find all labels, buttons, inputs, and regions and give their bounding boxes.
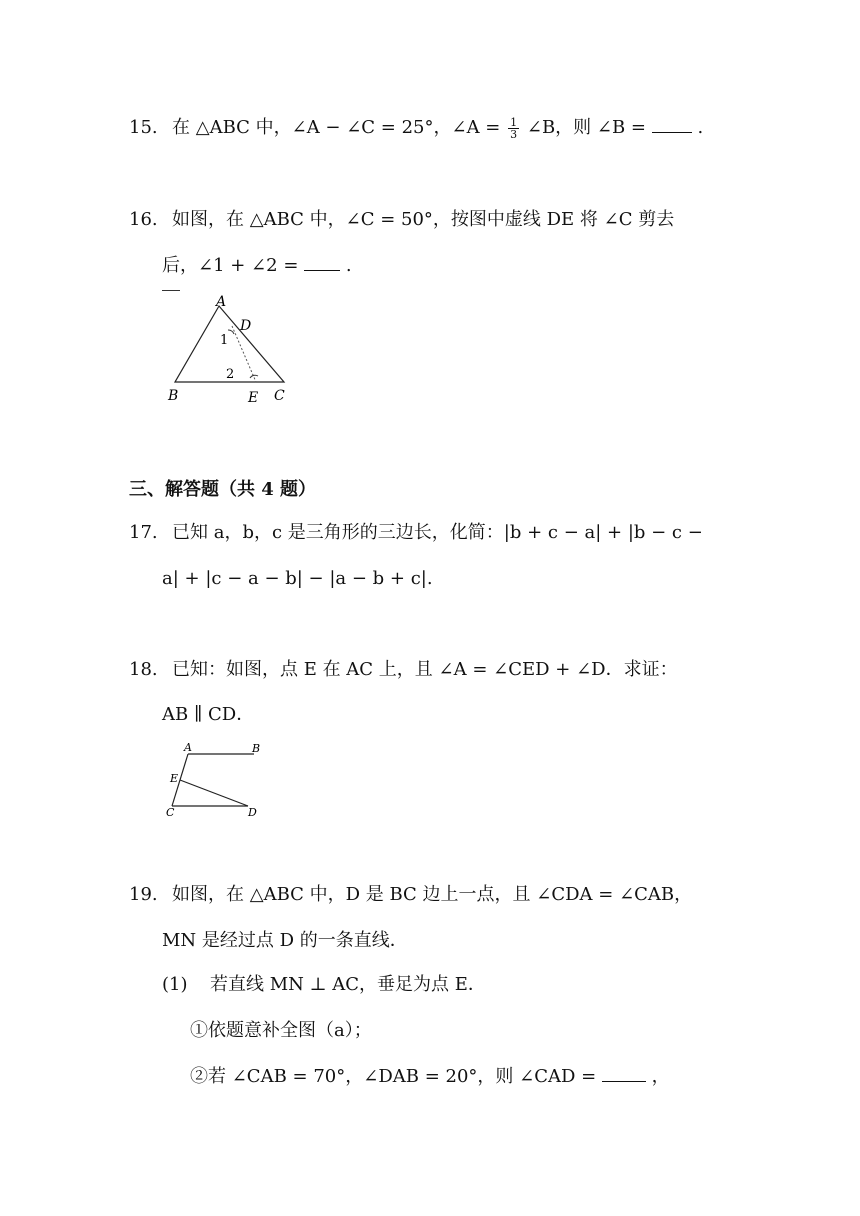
question-16-text-line2-content: 后，∠1 + ∠2 =	[162, 255, 305, 276]
label-D: D	[248, 806, 257, 819]
triangle-figure-q16	[160, 292, 300, 407]
label-E: E	[170, 772, 179, 785]
answer-blank	[652, 131, 692, 133]
question-18-text-line2: AB ∥ CD．	[162, 704, 255, 725]
question-15-number: 15.	[129, 117, 158, 138]
answer-blank	[304, 269, 340, 271]
question-17-number: 17.	[129, 522, 158, 543]
question-16-number: 16.	[129, 209, 158, 230]
label-A: A	[184, 741, 192, 754]
question-19-text-line1: 如图，在 △ABC 中，D 是 BC 边上一点，且 ∠CDA = ∠CAB，	[172, 884, 693, 905]
label-1: 1	[220, 333, 229, 348]
sub-question-text: 若直线 MN ⊥ AC，垂足为点 E．	[210, 974, 486, 995]
fraction-numerator: 1	[510, 115, 518, 129]
question-16-text-line2	[162, 254, 352, 278]
short-rule	[162, 290, 180, 291]
question-15-end: .	[697, 117, 704, 138]
question-17-text-line1: 已知 a，b，c 是三角形的三边长，化简：|b + c − a| + |b − c −	[172, 522, 703, 543]
section-3-title: 三、解答题（共 4 题）	[129, 479, 317, 500]
label-A: A	[216, 294, 227, 310]
question-16-text-line1: 如图，在 △ABC 中，∠C = 50°，按图中虚线 DE 将 ∠C 剪去	[172, 209, 675, 230]
parallel-lines-figure-q18	[160, 740, 270, 820]
label-B: B	[168, 388, 179, 404]
label-C: C	[166, 806, 175, 819]
question-19-number: 19.	[129, 884, 158, 905]
sub-question-label: (1)	[162, 974, 188, 995]
item-2-end: ，	[651, 1066, 670, 1087]
item-2-text	[190, 1065, 670, 1089]
question-15-text-b: ∠B，则 ∠B =	[526, 117, 652, 138]
question-18-text-line1: 已知：如图，点 E 在 AC 上，且 ∠A = ∠CED + ∠D．求证：	[172, 659, 678, 680]
label-C: C	[274, 388, 285, 404]
question-15-text-a: 在 △ABC 中，∠A − ∠C = 25°，∠A =	[172, 117, 501, 138]
item-1-text: ①依题意补全图（a）；	[190, 1020, 372, 1041]
label-E: E	[248, 390, 259, 406]
fraction-denominator: 3	[510, 127, 518, 141]
answer-blank	[602, 1080, 646, 1082]
question-18-number: 18.	[129, 659, 158, 680]
item-2-content: ②若 ∠CAB = 70°，∠DAB = 20°，则 ∠CAD =	[190, 1066, 602, 1087]
label-B: B	[252, 742, 261, 755]
label-D: D	[240, 318, 252, 334]
question-16-end: .	[345, 255, 352, 276]
question-17-text-line2: a| + |c − a − b| − |a − b + c|.	[162, 568, 433, 589]
label-2: 2	[226, 367, 235, 382]
question-15-text	[172, 116, 703, 140]
fraction-one-third	[508, 117, 519, 140]
question-19-text-line2: MN 是经过点 D 的一条直线．	[162, 930, 408, 951]
